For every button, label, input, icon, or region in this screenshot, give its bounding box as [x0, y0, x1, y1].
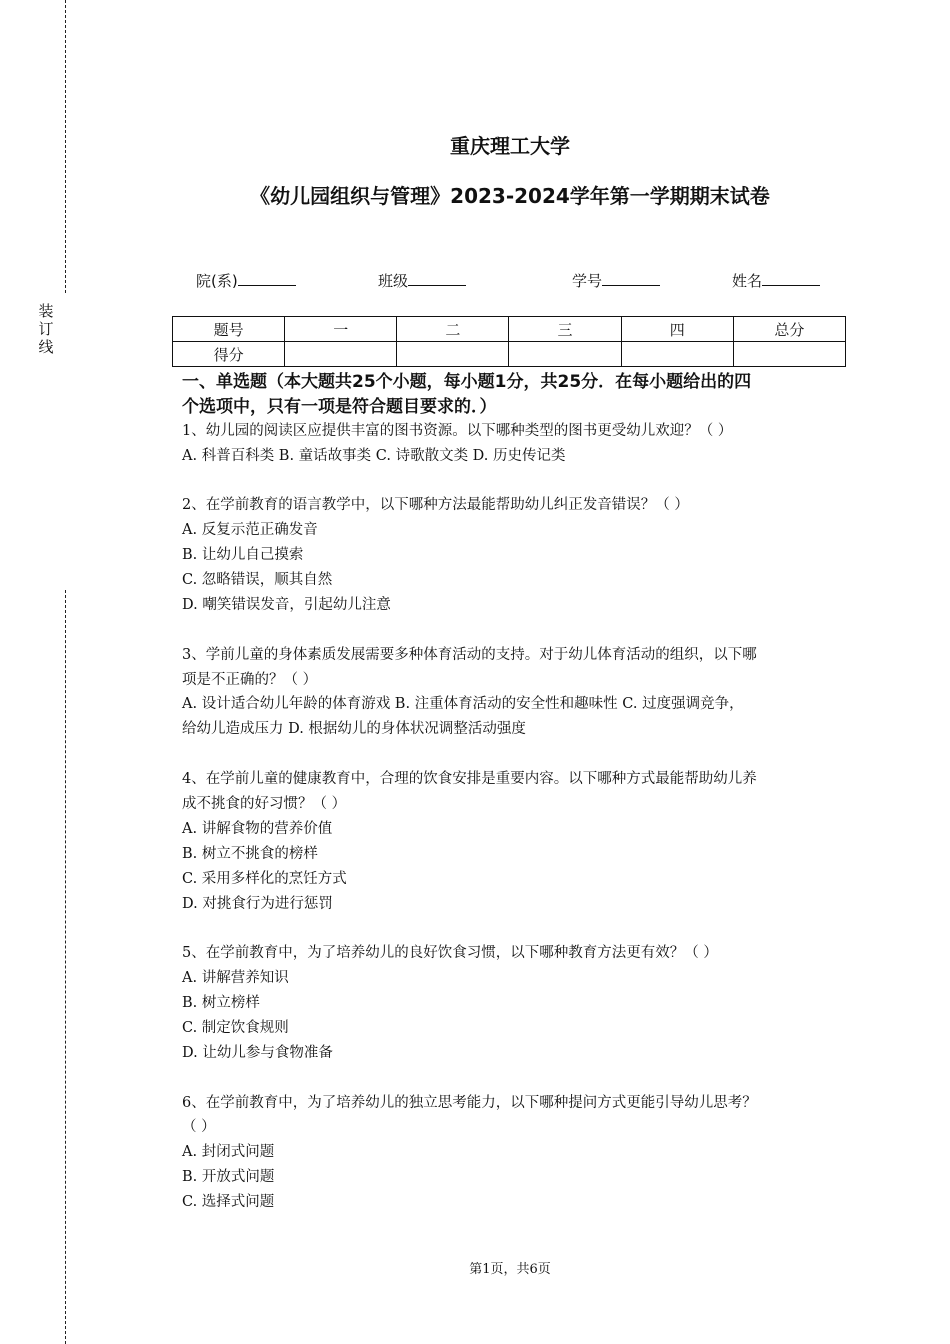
- q2-option-d: D. 嘲笑错误发音，引起幼儿注意: [182, 597, 391, 613]
- q5-option-d: D. 让幼儿参与食物准备: [182, 1045, 333, 1061]
- dept-field: [196, 270, 296, 291]
- q6-option-b: B. 开放式问题: [182, 1169, 275, 1185]
- q4-option-a: A. 讲解食物的营养价值: [182, 821, 333, 837]
- q2-option-c: C. 忽略错误，顺其自然: [182, 572, 333, 588]
- q5-option-a: A. 讲解营养知识: [182, 970, 289, 986]
- class-blank: [408, 271, 466, 286]
- binding-label: [36, 302, 56, 356]
- score-table-score-row: [173, 342, 846, 367]
- binding-dashed-line-bottom: [65, 590, 66, 1344]
- q2-stem: 2、在学前教育的语言教学中，以下哪种方法最能帮助幼儿纠正发音错误？（ ）: [182, 497, 689, 513]
- q4-stem-line2: 成不挑食的好习惯？（ ）: [182, 796, 347, 812]
- q3-options-line2: 给幼儿造成压力 D. 根据幼儿的身体状况调整活动强度: [182, 721, 526, 737]
- table-cell: [285, 342, 397, 367]
- q5-option-c: C. 制定饮食规则: [182, 1020, 289, 1036]
- table-cell: 得分: [173, 342, 285, 367]
- table-cell: 总分: [733, 317, 845, 342]
- dept-label: 院(系): [196, 272, 238, 290]
- section-heading: [182, 370, 842, 420]
- binding-char-1: 装: [38, 302, 54, 320]
- table-cell: [397, 342, 509, 367]
- name-label: 姓名: [732, 272, 763, 290]
- page-number: 第1页，共6页: [469, 1262, 551, 1277]
- school-name: 重庆理工大学: [450, 134, 570, 158]
- class-field: [378, 270, 466, 291]
- class-label: 班级: [378, 272, 409, 290]
- table-cell: [509, 342, 621, 367]
- q4-option-d: D. 对挑食行为进行惩罚: [182, 896, 333, 912]
- table-cell: [621, 342, 733, 367]
- name-field: [732, 270, 820, 291]
- q2-option-b: B. 让幼儿自己摸索: [182, 547, 304, 563]
- q1-options: A. 科普百科类 B. 童话故事类 C. 诗歌散文类 D. 历史传记类: [182, 448, 566, 464]
- q6-option-a: A. 封闭式问题: [182, 1144, 275, 1160]
- q4-option-c: C. 采用多样化的烹饪方式: [182, 871, 347, 887]
- score-table-header-row: [173, 317, 846, 342]
- student-id-field: [572, 270, 660, 291]
- table-cell: [733, 342, 845, 367]
- q4-option-b: B. 树立不挑食的榜样: [182, 846, 318, 862]
- binding-char-2: 订: [38, 320, 54, 338]
- q3-stem-line2: 项是不正确的？（ ）: [182, 672, 318, 688]
- table-cell: 题号: [173, 317, 285, 342]
- q2-option-a: A. 反复示范正确发音: [182, 522, 318, 538]
- section-heading-line2: 个选项中，只有一项是符合题目要求的．）: [182, 397, 497, 417]
- q6-stem-line1: 6、在学前教育中，为了培养幼儿的独立思考能力，以下哪种提问方式更能引导幼儿思考？: [182, 1095, 757, 1111]
- student-id-blank: [602, 271, 660, 286]
- section-heading-line1: 一、单选题（本大题共25个小题，每小题1分，共25分．在每小题给出的四: [182, 372, 752, 392]
- table-cell: 一: [285, 317, 397, 342]
- q5-stem: 5、在学前教育中，为了培养幼儿的良好饮食习惯，以下哪种教育方法更有效？（ ）: [182, 945, 718, 961]
- dept-blank: [238, 271, 296, 286]
- q6-option-c: C. 选择式问题: [182, 1194, 275, 1210]
- q3-options-line1: A. 设计适合幼儿年龄的体育游戏 B. 注重体育活动的安全性和趣味性 C. 过度强调竞争，: [182, 696, 744, 712]
- name-blank: [762, 271, 820, 286]
- table-cell: 四: [621, 317, 733, 342]
- q4-stem-line1: 4、在学前儿童的健康教育中，合理的饮食安排是重要内容。以下哪种方式最能帮助幼儿养: [182, 771, 757, 787]
- q1-stem: 1、幼儿园的阅读区应提供丰富的图书资源。以下哪种类型的图书更受幼儿欢迎？（ ）: [182, 423, 733, 439]
- q3-stem-line1: 3、学前儿童的身体素质发展需要多种体育活动的支持。对于幼儿体育活动的组织，以下哪: [182, 647, 757, 663]
- table-cell: 二: [397, 317, 509, 342]
- score-table: [172, 316, 846, 367]
- exam-title: 《幼儿园组织与管理》2023-2024学年第一学期期末试卷: [250, 184, 770, 208]
- q6-stem-line2: （ ）: [182, 1119, 216, 1135]
- table-cell: 三: [509, 317, 621, 342]
- binding-char-3: 线: [38, 338, 54, 356]
- q5-option-b: B. 树立榜样: [182, 995, 260, 1011]
- student-id-label: 学号: [572, 272, 603, 290]
